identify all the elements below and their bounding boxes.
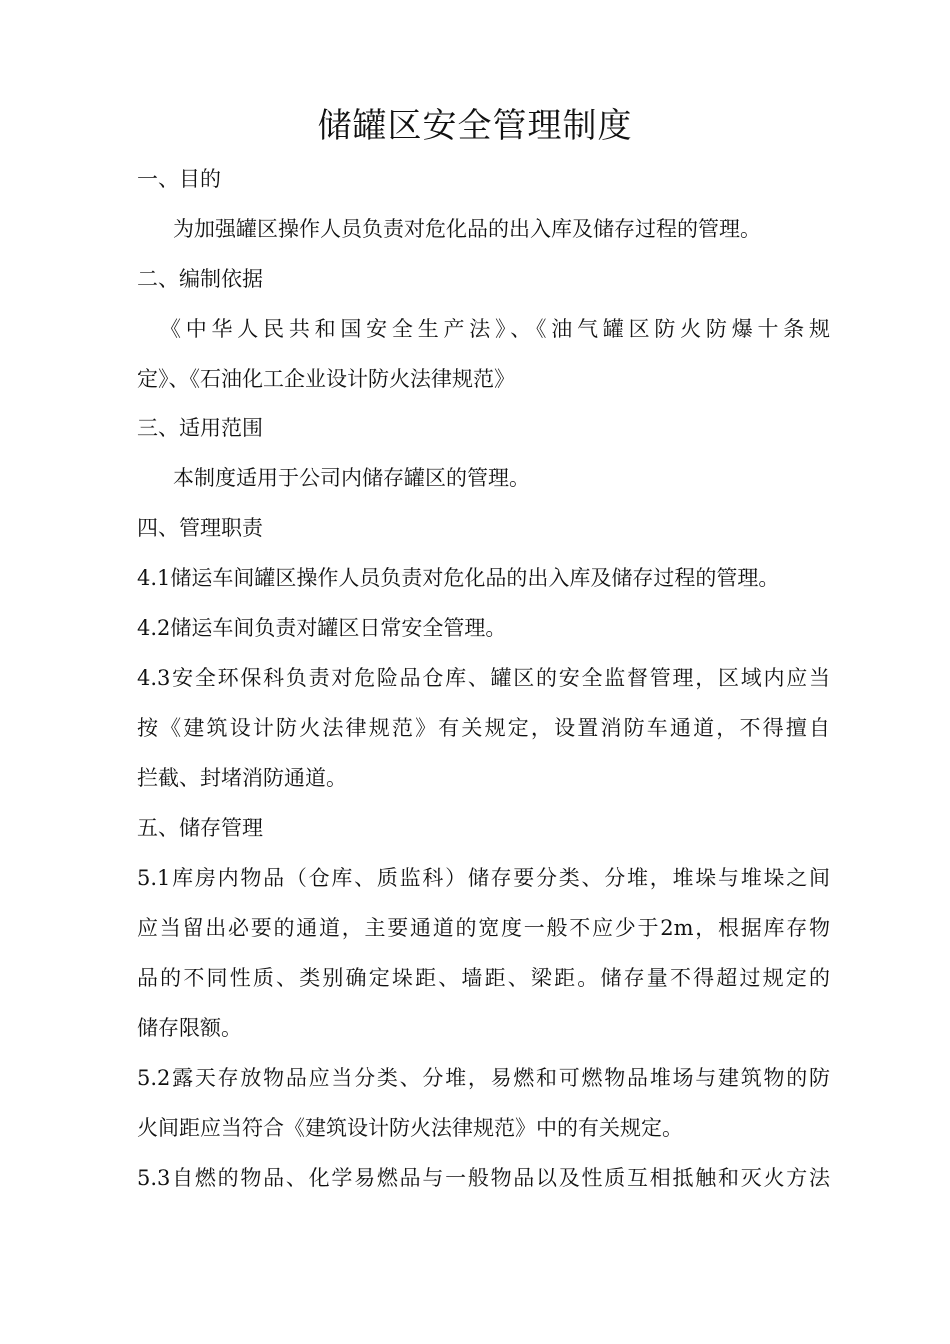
paragraph-basis-line-2: 定》、《石油化工企业设计防火法律规范》	[137, 367, 515, 391]
duty-4-1: 4.1储运车间罐区操作人员负责对危化品的出入库及储存过程的管理。	[137, 566, 780, 590]
storage-5-1-line-3: 品的不同性质、类别确定垛距、墙距、梁距。储存量不得超过规定的	[137, 966, 830, 990]
section-heading-scope: 三、适用范围	[137, 416, 263, 440]
section-heading-purpose: 一、目的	[137, 167, 221, 191]
storage-5-1-line-4: 储存限额。	[137, 1016, 242, 1040]
document-title: 储罐区安全管理制度	[317, 106, 633, 146]
storage-5-2-line-1: 5.2露天存放物品应当分类、分堆，易燃和可燃物品堆场与建筑物的防	[137, 1066, 830, 1090]
storage-5-1-line-2: 应当留出必要的通道，主要通道的宽度一般不应少于2m，根据库存物	[137, 916, 830, 940]
storage-5-3-line-1: 5.3自燃的物品、化学易燃品与一般物品以及性质互相抵触和灭火方法	[137, 1166, 830, 1190]
section-heading-duties: 四、管理职责	[137, 516, 263, 540]
section-heading-storage: 五、储存管理	[137, 816, 263, 840]
paragraph-purpose: 为加强罐区操作人员负责对危化品的出入库及储存过程的管理。	[173, 217, 761, 241]
storage-5-1-line-1: 5.1库房内物品（仓库、质监科）储存要分类、分堆，堆垛与堆垛之间	[137, 866, 830, 890]
paragraph-scope: 本制度适用于公司内储存罐区的管理。	[173, 466, 530, 490]
paragraph-basis-line-1: 《中华人民共和国安全生产法》、《油气罐区防火防爆十条规	[160, 317, 830, 341]
duty-4-3-line-3: 拦截、封堵消防通道。	[137, 766, 347, 790]
duty-4-3-line-2: 按《建筑设计防火法律规范》有关规定，设置消防车通道，不得擅自	[137, 716, 830, 740]
duty-4-2: 4.2储运车间负责对罐区日常安全管理。	[137, 616, 507, 640]
duty-4-3-line-1: 4.3安全环保科负责对危险品仓库、罐区的安全监督管理，区域内应当	[137, 666, 830, 690]
section-heading-basis: 二、编制依据	[137, 267, 263, 291]
storage-5-2-line-2: 火间距应当符合《建筑设计防火法律规范》中的有关规定。	[137, 1116, 683, 1140]
